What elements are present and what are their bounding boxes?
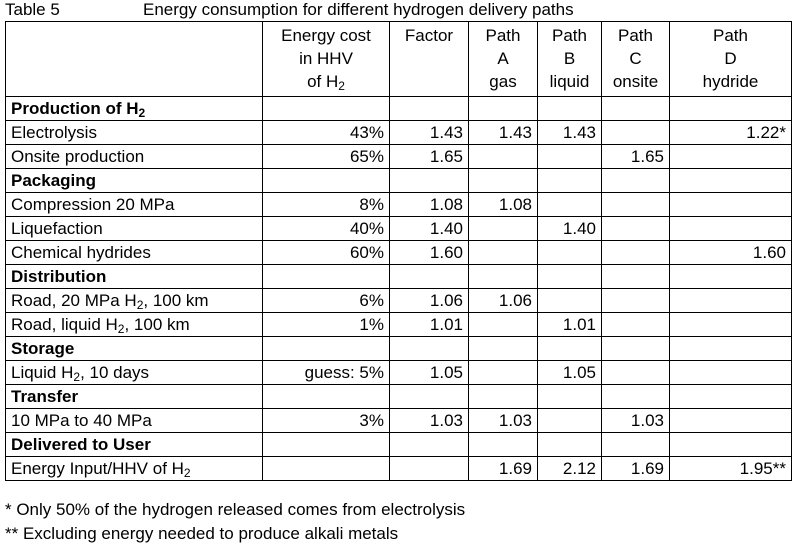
row-label: Energy Input/HHV of $H_2$ [6,457,263,481]
section-label: Storage [6,337,263,361]
cell-energy-cost [263,457,390,481]
cell-path-d [670,313,792,337]
cell-energy-cost: guess: 5% [263,361,390,385]
table-row-liquefaction [6,217,792,241]
cell-path-b [538,241,602,265]
cell-factor: 1.06 [390,289,469,313]
cell-factor: 1.01 [390,313,469,337]
table-row-road-gas [6,289,792,313]
cell-energy-cost: 8% [263,193,390,217]
cell-energy-cost: 60% [263,241,390,265]
cell-path-d: 1.95** [670,457,792,481]
cell-factor: 1.05 [390,361,469,385]
cell-factor: 1.60 [390,241,469,265]
cell-path-d [670,361,792,385]
cell-path-a: 1.06 [469,289,538,313]
cell-factor: 1.08 [390,193,469,217]
section-row-storage [6,337,792,361]
row-label: Electrolysis [6,121,263,145]
row-label: Onsite production [6,145,263,169]
section-label: Delivered to User [6,433,263,457]
cell-factor: 1.03 [390,409,469,433]
cell-path-a [469,313,538,337]
section-label: Distribution [6,265,263,289]
header-path-c: Path C onsite [602,22,670,97]
header-empty-cell [6,22,263,97]
cell-path-c [602,241,670,265]
cell-factor: 1.43 [390,121,469,145]
row-label: Compression 20 MPa [6,193,263,217]
row-label: Chemical hydrides [6,241,263,265]
cell-factor: 1.65 [390,145,469,169]
cell-path-d: 1.22* [670,121,792,145]
header-energy-cost: Energy cost in HHV of $H_2$ [263,22,390,97]
table-caption [5,0,574,20]
table-row-liquid-storage [6,361,792,385]
header-factor: Factor [390,22,469,97]
cell-path-b: 1.01 [538,313,602,337]
cell-path-c [602,121,670,145]
energy-consumption-table [5,21,792,481]
cell-path-a [469,241,538,265]
section-row-transfer [6,385,792,409]
cell-path-b [538,289,602,313]
header-path-b: Path B liquid [538,22,602,97]
cell-energy-cost: 43% [263,121,390,145]
footnote-alkali-metals: ** Excluding energy needed to produce alkali metals [5,524,399,543]
cell-energy-cost: 65% [263,145,390,169]
cell-path-b: 1.43 [538,121,602,145]
cell-path-a [469,145,538,169]
footnote-electrolysis: * Only 50% of the hydrogen released comes from electrolysis [5,500,466,519]
table-number: Table 5 [5,0,60,19]
section-row-distribution [6,265,792,289]
cell-path-c [602,361,670,385]
cell-path-b [538,409,602,433]
cell-path-c [602,313,670,337]
cell-path-a [469,361,538,385]
table-row-chemical-hydrides [6,241,792,265]
section-label: Transfer [6,385,263,409]
table-row-compression [6,193,792,217]
footnotes [5,498,465,546]
cell-path-d [670,409,792,433]
cell-path-d [670,145,792,169]
table-title: Energy consumption for different hydrogen delivery paths [143,0,574,19]
cell-energy-cost: 3% [263,409,390,433]
cell-path-d: 1.60 [670,241,792,265]
cell-path-a: 1.69 [469,457,538,481]
cell-path-c: 1.65 [602,145,670,169]
cell-path-d [670,217,792,241]
cell-path-c [602,289,670,313]
table-row-transfer [6,409,792,433]
cell-path-b [538,193,602,217]
row-label: Liquefaction [6,217,263,241]
cell-factor: 1.40 [390,217,469,241]
cell-energy-cost: 6% [263,289,390,313]
cell-path-a: 1.43 [469,121,538,145]
cell-path-b: 1.05 [538,361,602,385]
section-label: Packaging [6,169,263,193]
table-row-road-liquid [6,313,792,337]
header-row [6,22,792,97]
section-row-packaging [6,169,792,193]
header-path-a: Path A gas [469,22,538,97]
cell-energy-cost: 40% [263,217,390,241]
row-label: Road, liquid $H_2$, 100 km [6,313,263,337]
table-row-electrolysis [6,121,792,145]
cell-path-a: 1.08 [469,193,538,217]
section-row-delivered [6,433,792,457]
table-row-onsite-production [6,145,792,169]
cell-path-a [469,217,538,241]
table-row-total [6,457,792,481]
section-row-production [6,97,792,121]
cell-path-b [538,145,602,169]
row-label: Road, 20 MPa $H_2$, 100 km [6,289,263,313]
cell-path-b: 1.40 [538,217,602,241]
cell-path-c [602,217,670,241]
cell-path-d [670,289,792,313]
header-path-d: Path D hydride [670,22,792,97]
cell-factor [390,457,469,481]
row-label: 10 MPa to 40 MPa [6,409,263,433]
cell-energy-cost: 1% [263,313,390,337]
cell-path-c: 1.03 [602,409,670,433]
row-label: Liquid $H_2$, 10 days [6,361,263,385]
cell-path-b: 2.12 [538,457,602,481]
cell-path-c [602,193,670,217]
cell-path-a: 1.03 [469,409,538,433]
cell-path-c: 1.69 [602,457,670,481]
section-label: Production of $H_2$ [6,97,263,121]
cell-path-d [670,193,792,217]
